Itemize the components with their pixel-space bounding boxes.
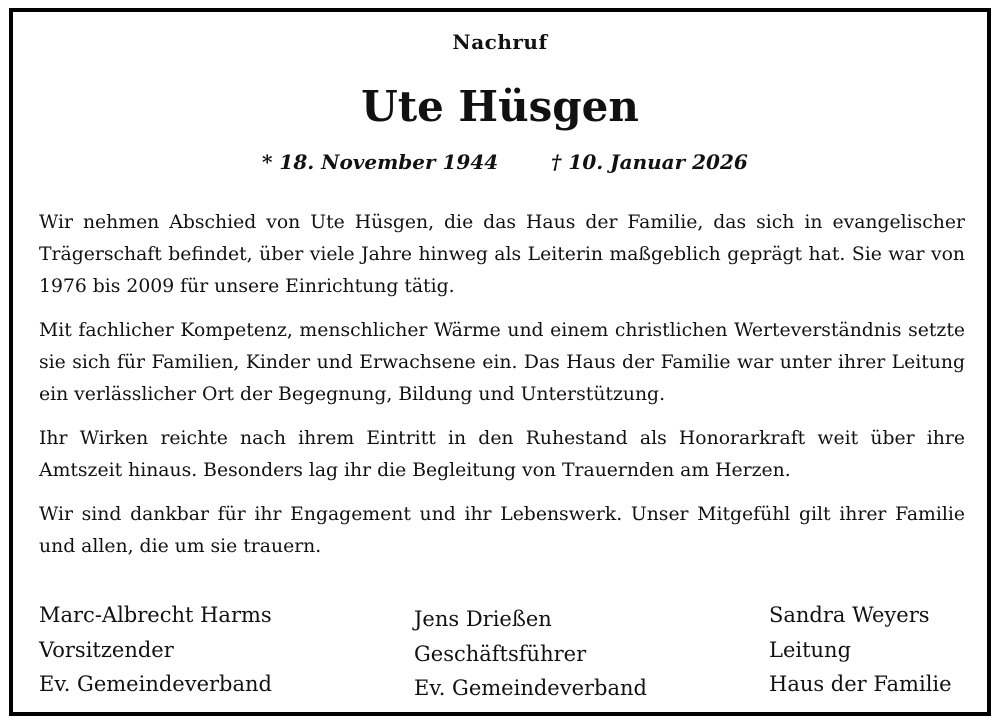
signatory-org: Ev. Gemeindeverband	[414, 676, 647, 700]
obituary-frame	[9, 8, 991, 716]
paragraph-1: Wir nehmen Abschied von Ute Hüsgen, die das Haus der Familie, das sich in evangelischer Trägerschaft befindet, über viele Jahre hinweg als Leiterin maßgeblich geprägt hat. Sie war von 1976 bis 2009 für unsere Einrichtung tätig.	[39, 212, 965, 297]
signatory-1	[39, 598, 272, 702]
signatory-org: Ev. Gemeindeverband	[39, 672, 272, 696]
signatory-name: Jens Drießen	[414, 607, 552, 631]
deceased-name: Ute Hüsgen	[361, 82, 639, 131]
signatory-3	[769, 598, 952, 702]
signatory-name: Sandra Weyers	[769, 603, 930, 627]
signatory-2	[414, 602, 647, 706]
signatory-role: Vorsitzender	[39, 637, 174, 662]
notice-kicker: Nachruf	[452, 30, 548, 54]
birth-date: * 18. November 1944	[262, 150, 499, 174]
obituary-text	[39, 207, 965, 575]
signatory-name: Marc-Albrecht Harms	[39, 603, 272, 627]
signatory-org: Haus der Familie	[769, 672, 952, 696]
signatory-role: Leitung	[769, 637, 852, 662]
paragraph-3: Ihr Wirken reichte nach ihrem Eintritt in den Ruhestand als Honorarkraft weit über ihre Amtszeit hinaus. Besonders lag ihr die Begleitung von Trauernden am Herzen.	[39, 428, 965, 481]
death-date: † 10. Januar 2026	[551, 150, 748, 174]
paragraph-2: Mit fachlicher Kompetenz, menschlicher Wärme und einem christlichen Werteverständnis setzte sie sich für Familien, Kinder und Erwachsene ein. Das Haus der Familie war unter ihrer Leitung ein verlässlicher Ort der Begegnung, Bildung und Unterstützung.	[39, 320, 965, 405]
paragraph-4: Wir sind dankbar für ihr Engagement und ihr Lebenswerk. Unser Mitgefühl gilt ihrer Familie und allen, die um sie trauern.	[39, 504, 965, 557]
signatory-role: Geschäftsführer	[414, 641, 587, 666]
